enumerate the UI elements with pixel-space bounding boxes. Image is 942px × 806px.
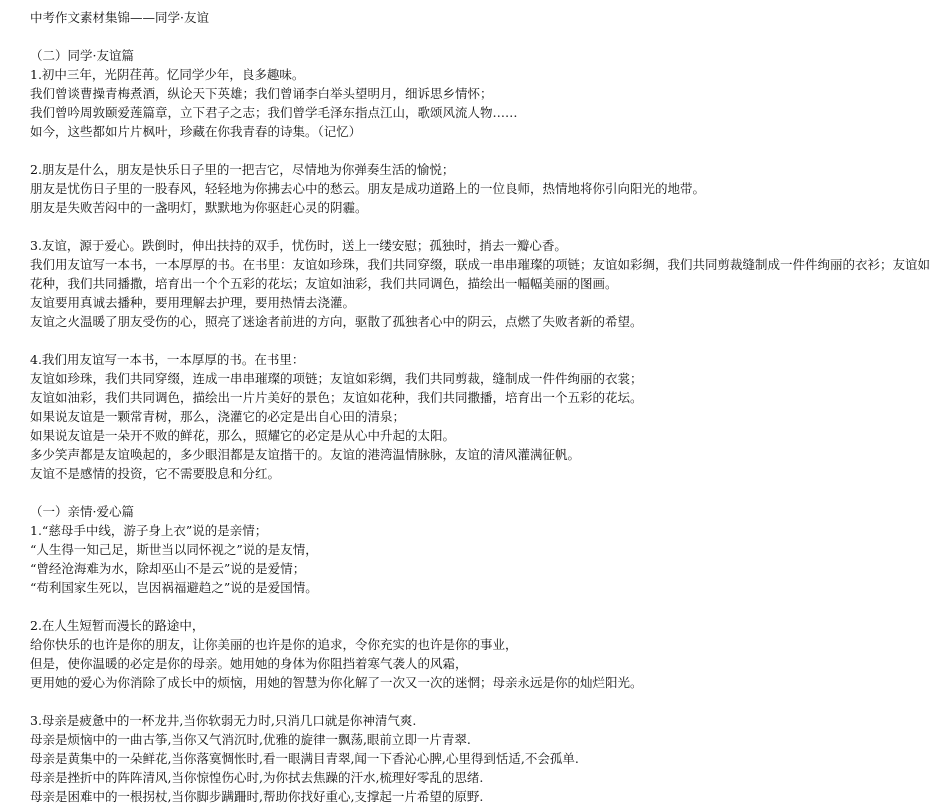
section-heading: （二）同学·友谊篇 bbox=[30, 48, 134, 63]
paragraph bbox=[30, 65, 935, 141]
text-line: “苟利国家生死以，岂因祸福避趋之”说的是爱国情。 bbox=[30, 580, 318, 595]
text-line: 母亲是黄集中的一朵鲜花,当你落寞惆怅时,看一眼满目青翠,闻一下香沁心脾,心里得到恬适,不会孤单. bbox=[30, 751, 579, 766]
spacer bbox=[30, 692, 935, 711]
text-line: 更用她的爱心为你消除了成长中的烦恼，用她的智慧为你化解了一次又一次的迷惘；母亲永远是你的灿烂阳光。 bbox=[30, 675, 643, 690]
text-line: 给你快乐的也许是你的朋友，让你美丽的也许是你的追求，令你充实的也许是你的事业， bbox=[30, 637, 518, 652]
paragraph bbox=[30, 160, 935, 217]
spacer bbox=[30, 331, 935, 350]
text-line: 我们曾谈曹操青梅煮酒，纵论天下英雄；我们曾诵李白举头望明月，细诉思乡情怀； bbox=[30, 86, 493, 101]
text-line: 如今，这些都如片片枫叶，珍藏在你我青春的诗集。（记忆） bbox=[30, 124, 362, 139]
paragraph bbox=[30, 236, 935, 331]
text-line: 如果说友谊是一颗常青树，那么，浇灌它的必定是出自心田的清泉； bbox=[30, 409, 406, 424]
section-family-love bbox=[30, 502, 935, 806]
document-title: 中考作文素材集锦——同学·友谊 bbox=[30, 10, 209, 25]
text-line: “曾经沧海难为水，除却巫山不是云”说的是爱情； bbox=[30, 561, 306, 576]
paragraph bbox=[30, 711, 935, 806]
text-line: 如果说友谊是一朵开不败的鲜花，那么，照耀它的必定是从心中升起的太阳。 bbox=[30, 428, 456, 443]
text-line: 1.“慈母手中线，游子身上衣”说的是亲情； bbox=[30, 523, 268, 538]
text-line: 3.母亲是疲惫中的一杯龙井,当你软弱无力时,只消几口就是你神清气爽. bbox=[30, 713, 417, 728]
paragraph bbox=[30, 616, 935, 692]
text-line: 我们曾吟周敦颐爱莲篇章，立下君子之志；我们曾学毛泽东指点江山，歌颂风流人物…… bbox=[30, 105, 518, 120]
text-line: 友谊不是感情的投资，它不需要股息和分红。 bbox=[30, 466, 281, 481]
text-line: 2.在人生短暂而漫长的路途中， bbox=[30, 618, 205, 633]
text-line: 3.友谊，源于爱心。跌倒时，伸出扶持的双手，忧伤时，送上一缕安慰；孤独时，捎去一瓣心香。 bbox=[30, 238, 567, 253]
text-line: 朋友是忧伤日子里的一股春风，轻轻地为你拂去心中的愁云。朋友是成功道路上的一位良师，热情地将你引向阳光的地带。 bbox=[30, 181, 706, 196]
spacer bbox=[30, 27, 935, 46]
document-page bbox=[30, 8, 935, 806]
text-line: 多少笑声都是友谊唤起的，多少眼泪都是友谊揩干的。友谊的港湾温情脉脉，友谊的清风灌满征帆。 bbox=[30, 447, 581, 462]
text-line: 母亲是烦恼中的一曲古筝,当你又气消沉时,优雅的旋律一飘荡,眼前立即一片青翠. bbox=[30, 732, 471, 747]
spacer bbox=[30, 217, 935, 236]
text-line: 我们用友谊写一本书，一本厚厚的书。在书里：友谊如珍珠，我们共同穿缀，联成一串串璀璨的项链；友谊如彩绸，我们共同剪裁缝制成一件件绚丽的衣衫；友谊如花种，我们共同播撒，培育出一个个五彩的花坛；友谊如油彩，我们共同调色，描绘出一幅幅美丽的图画。 bbox=[30, 257, 931, 291]
spacer bbox=[30, 483, 935, 502]
section-heading: （一）亲情·爱心篇 bbox=[30, 504, 134, 519]
text-line: 友谊如油彩，我们共同调色，描绘出一片片美好的景色；友谊如花种，我们共同撒播，培育出一个五彩的花坛。 bbox=[30, 390, 643, 405]
paragraph bbox=[30, 350, 935, 483]
text-line: 2.朋友是什么，朋友是快乐日子里的一把吉它，尽情地为你弹奏生活的愉悦； bbox=[30, 162, 455, 177]
paragraph bbox=[30, 521, 935, 597]
text-line: 朋友是失败苦闷中的一盏明灯，默默地为你驱赶心灵的阴霾。 bbox=[30, 200, 368, 215]
text-line: 1.初中三年，光阴荏苒。忆同学少年，良多趣味。 bbox=[30, 67, 305, 82]
text-line: 母亲是困难中的一根拐杖,当你脚步蹒跚时,帮助你找好重心,支撑起一片希望的原野. bbox=[30, 789, 484, 804]
text-line: 母亲是挫折中的阵阵清风,当你惊惶伤心时,为你拭去焦躁的汗水,梳理好零乱的思绪. bbox=[30, 770, 484, 785]
text-line: 友谊要用真诚去播种，要用理解去护理，要用热情去浇灌。 bbox=[30, 295, 356, 310]
section-friendship bbox=[30, 46, 935, 502]
spacer bbox=[30, 597, 935, 616]
text-line: 友谊如珍珠，我们共同穿缀，连成一串串璀璨的项链；友谊如彩绸，我们共同剪裁，缝制成一件件绚丽的衣裳； bbox=[30, 371, 643, 386]
text-line: 但是，使你温暖的必定是你的母亲。她用她的身体为你阻挡着寒气袭人的风霜， bbox=[30, 656, 468, 671]
text-line: 4.我们用友谊写一本书，一本厚厚的书。在书里： bbox=[30, 352, 305, 367]
text-line: 友谊之火温暖了朋友受伤的心，照亮了迷途者前进的方向，驱散了孤独者心中的阴云，点燃了失败者新的希望。 bbox=[30, 314, 643, 329]
spacer bbox=[30, 141, 935, 160]
text-line: “人生得一知己足，斯世当以同怀视之”说的是友情， bbox=[30, 542, 318, 557]
